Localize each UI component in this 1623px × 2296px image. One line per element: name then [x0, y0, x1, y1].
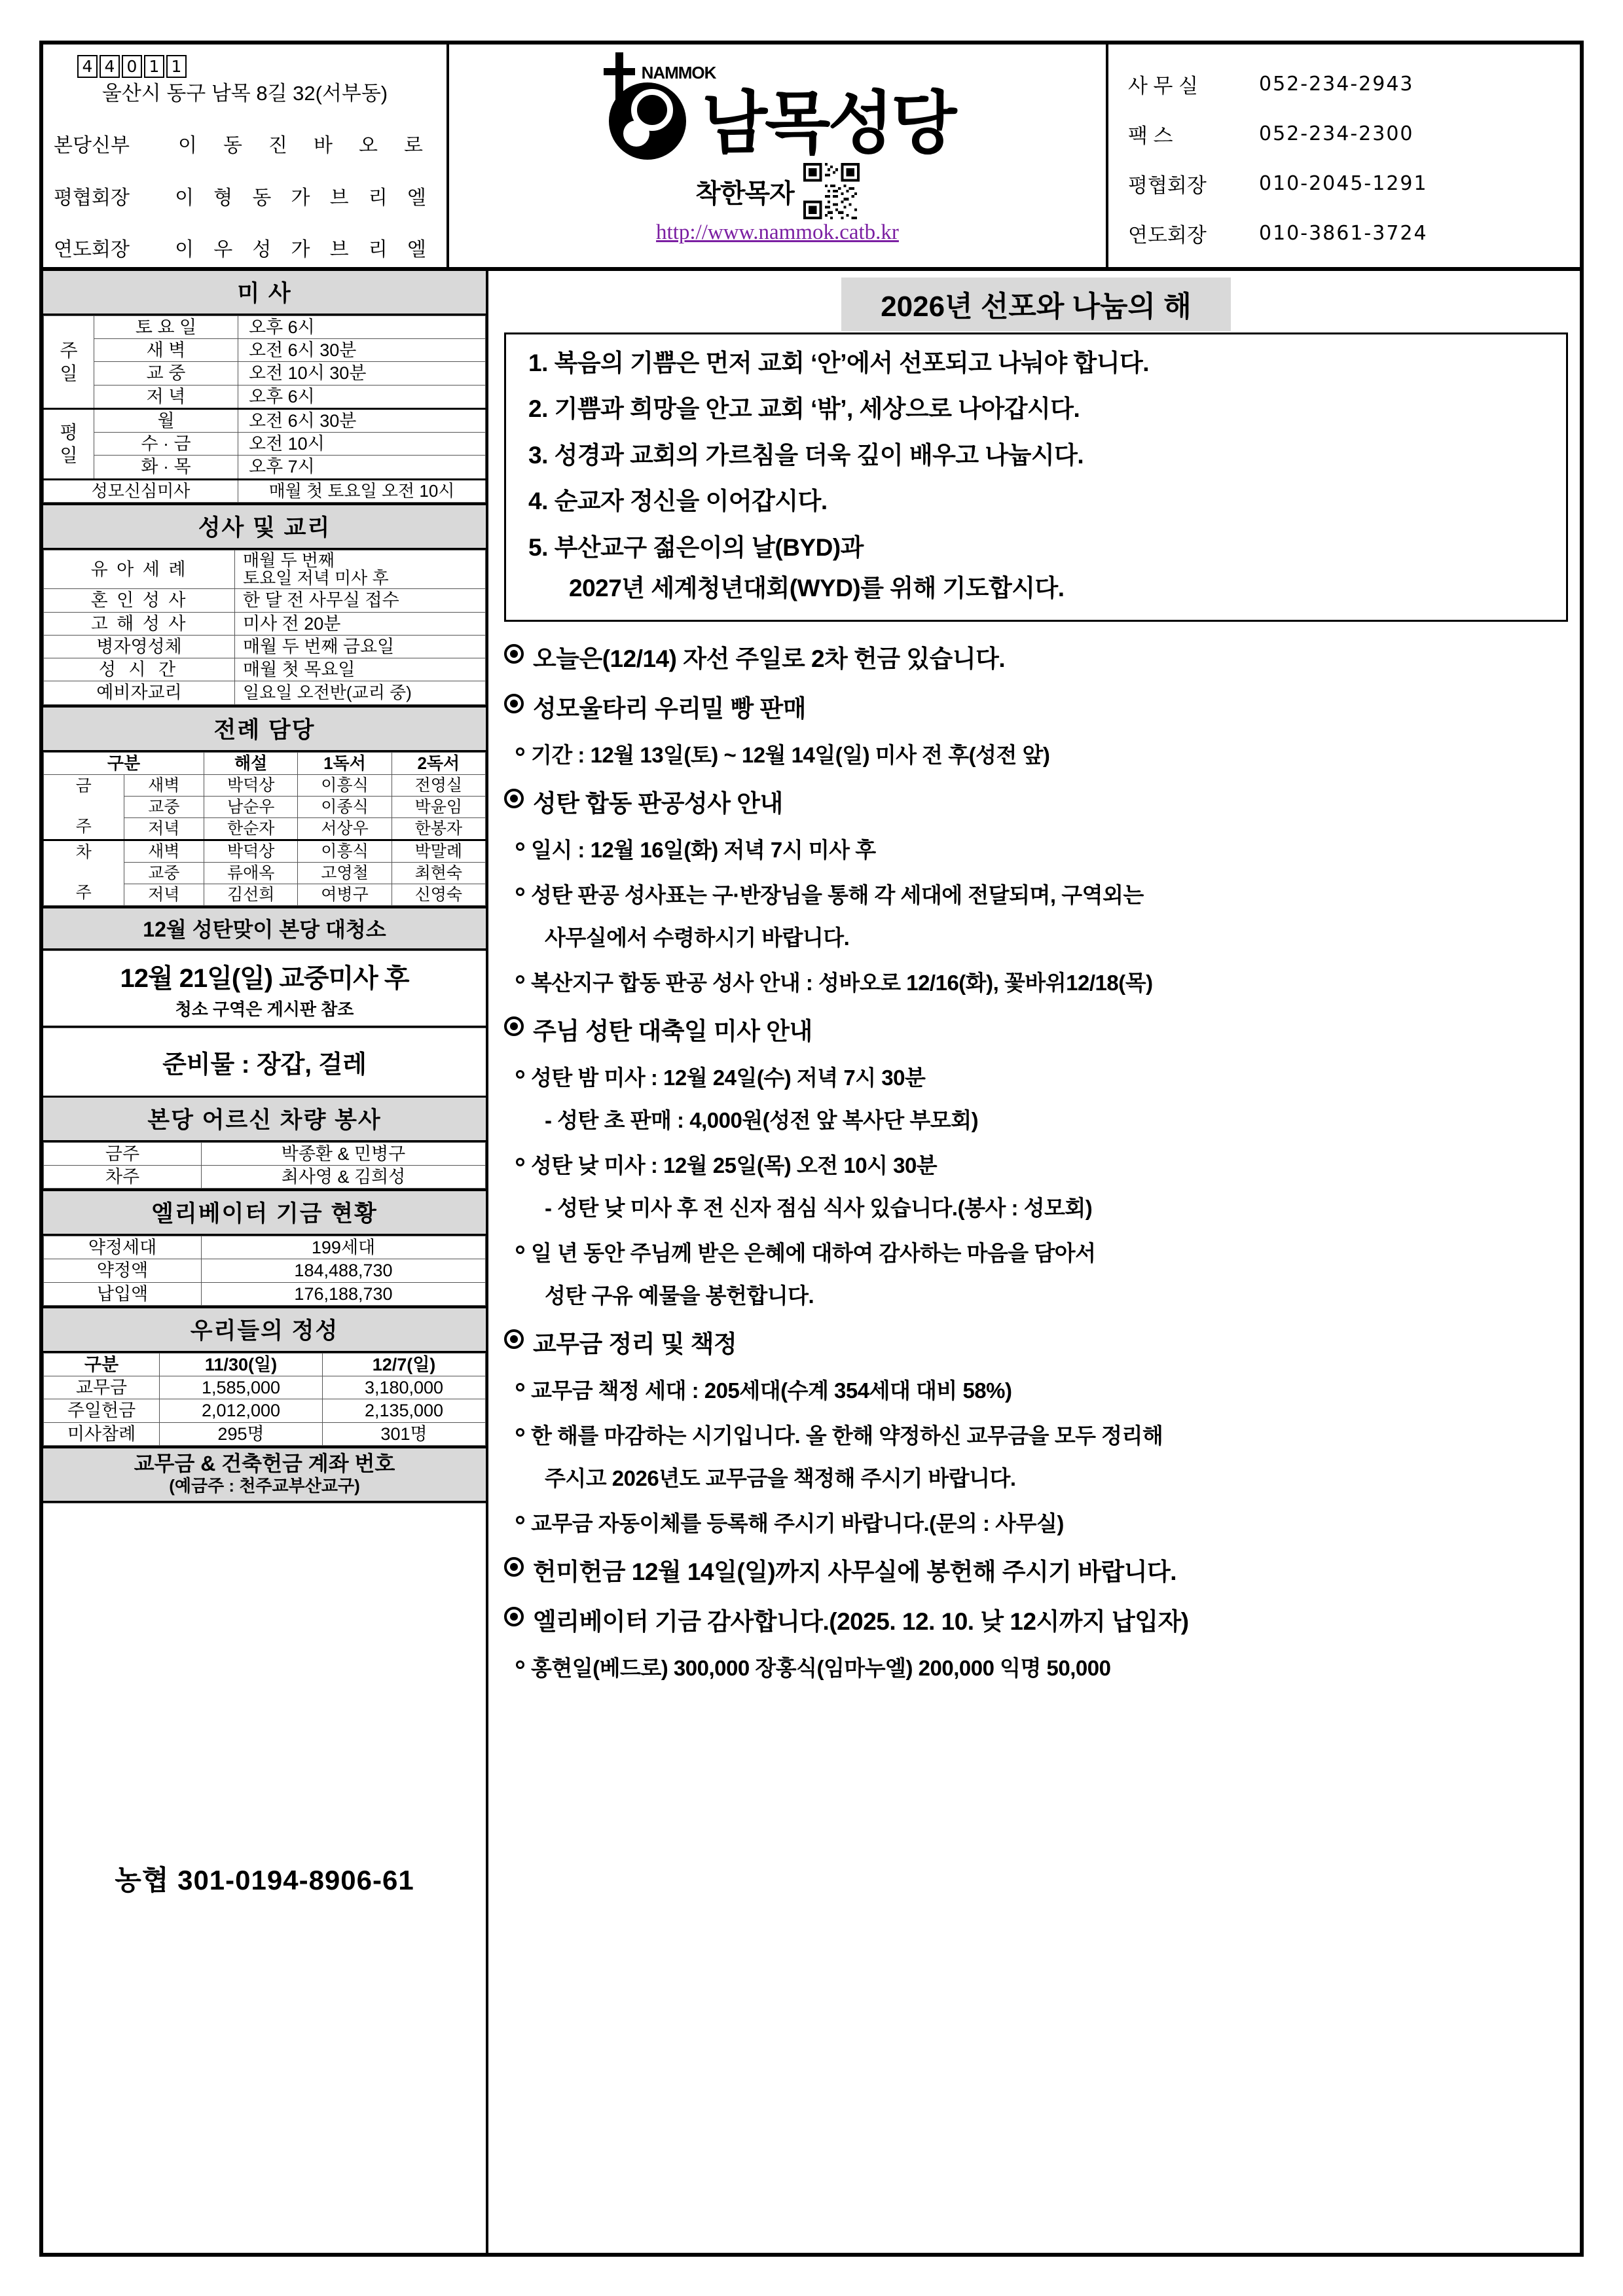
- hollow-circle-bullet-icon: [516, 888, 524, 896]
- mass-time: 오후 6시: [238, 316, 486, 339]
- notice-dash: - 성탄 낮 미사 후 전 신자 점심 식사 있습니다.(봉사 : 성모회): [545, 1196, 1093, 1221]
- liturgy-assignment-table: [43, 752, 486, 906]
- notice-text: 성탄 합동 판공성사 안내: [533, 790, 783, 817]
- offering-label: 교무금: [44, 1376, 160, 1399]
- notice-text: 헌미헌금 12월 14일(일)까지 사무실에 봉헌해 주시기 바랍니다.: [533, 1558, 1176, 1586]
- logo-mark-text: NAMMOK: [641, 63, 716, 82]
- mass-time: 오전 6시 30분: [238, 408, 486, 432]
- fund-value: 176,188,730: [202, 1282, 486, 1305]
- table-row: [44, 1142, 486, 1165]
- contact-row-fax: [1128, 119, 1568, 149]
- liturgy-name: 이흥식: [298, 774, 392, 796]
- liturgy-name: 박덕상: [204, 840, 298, 862]
- notice-head: [504, 689, 1568, 724]
- liturgy-name: 이흥식: [298, 840, 392, 862]
- parish-contacts-block: [1108, 45, 1580, 267]
- cleaning-date: 12월 21일(일) 교중미사 후: [120, 963, 409, 993]
- notice-sub: [504, 738, 1568, 769]
- notice-sub: [504, 1419, 1568, 1450]
- transport-service-table: [43, 1142, 486, 1189]
- mass-group-sunday: 주 일: [44, 316, 94, 409]
- special-mass-value: 매월 첫 토요일 오전 10시: [238, 479, 486, 502]
- notice-dash: - 성탄 초 판매 : 4,000원(성전 앞 복사단 부모회): [545, 1108, 979, 1133]
- mass-time: 오전 10시: [238, 433, 486, 456]
- liturgy-group-this-week: 금 주: [44, 774, 124, 840]
- notice-text: 일시 : 12월 16일(화) 저녁 7시 미사 후: [531, 838, 876, 863]
- contact-label: 사 무 실: [1128, 74, 1199, 98]
- notice-sub: [504, 878, 1568, 909]
- liturgy-name: 이종식: [298, 796, 392, 817]
- mass-when: 교 중: [94, 362, 238, 385]
- role-label: 평협회장: [54, 187, 130, 209]
- filled-circle-bullet-icon: [504, 1016, 524, 1036]
- liturgy-col-reading2: 2독서: [392, 752, 485, 774]
- section-title-cleaning: 12월 성탄맞이 본당 대청소: [43, 906, 486, 950]
- table-row: [44, 550, 486, 589]
- offering-col-division: 구분: [44, 1353, 160, 1376]
- logo-row: [601, 52, 955, 160]
- filled-circle-bullet-icon: [504, 789, 524, 808]
- section-title-liturgy: 전례 담당: [43, 705, 486, 752]
- sacrament-value: 한 달 전 사무실 접수: [235, 589, 486, 612]
- mass-time: 오후 7시: [238, 456, 486, 479]
- sacrament-label: 고 해 성 사: [44, 612, 235, 635]
- contact-label: 평협회장: [1128, 173, 1207, 197]
- table-row: [44, 339, 486, 362]
- notice-sub: [504, 966, 1568, 997]
- cleaning-schedule: [43, 950, 486, 1028]
- offering-label: 미사참례: [44, 1422, 160, 1445]
- liturgy-name: 박덕상: [204, 774, 298, 796]
- hollow-circle-bullet-icon: [516, 842, 524, 851]
- mass-time: 오전 6시 30분: [238, 339, 486, 362]
- church-logo-icon: [601, 52, 716, 160]
- role-label: 연도회장: [54, 238, 130, 260]
- liturgy-col-reading1: 1독서: [298, 752, 392, 774]
- offering-label: 주일헌금: [44, 1399, 160, 1422]
- table-row: [44, 774, 486, 796]
- transport-volunteers: 최사영 & 김희성: [202, 1165, 486, 1188]
- hollow-circle-bullet-icon: [516, 975, 524, 984]
- table-row: [44, 433, 486, 456]
- section-title-offerings: 우리들의 정성: [43, 1306, 486, 1353]
- notice-head: [504, 1552, 1568, 1587]
- fund-value: 184,488,730: [202, 1259, 486, 1282]
- table-row: [44, 1422, 486, 1445]
- section-title-account: [43, 1446, 486, 1503]
- liturgy-when: 새벽: [124, 840, 204, 862]
- hollow-circle-bullet-icon: [516, 1660, 524, 1669]
- mass-when: 화 · 목: [94, 456, 238, 479]
- table-row: [44, 840, 486, 862]
- notice-sub: [504, 833, 1568, 864]
- contact-number: 052-234-2300: [1259, 122, 1414, 145]
- sacrament-value: 일요일 오전반(교리 중): [235, 681, 486, 704]
- offering-value: 301명: [323, 1422, 486, 1445]
- liturgy-name: 여병구: [298, 884, 392, 905]
- mass-when: 월: [94, 408, 238, 432]
- notice-continuation: 사무실에서 수령하시기 바랍니다.: [545, 925, 850, 950]
- mass-time: 오전 10시 30분: [238, 362, 486, 385]
- postal-digit: 1: [166, 55, 187, 78]
- sacrament-value: 매월 두 번째 금요일: [235, 635, 486, 658]
- liturgy-when: 저녁: [124, 884, 204, 905]
- sacrament-value: 미사 전 20분: [235, 612, 486, 635]
- section-title-transport: 본당 어르신 차량 봉사: [43, 1098, 486, 1142]
- liturgy-name: 박말례: [392, 840, 485, 862]
- account-title: 교무금 & 건축헌금 계좌 번호: [134, 1451, 395, 1475]
- liturgy-when: 교중: [124, 796, 204, 817]
- notice-text: 일 년 동안 주님께 받은 은혜에 대하여 감사하는 마음을 담아서: [531, 1241, 1096, 1266]
- table-row: [44, 658, 486, 681]
- filled-circle-bullet-icon: [504, 694, 524, 713]
- proclamation-item: 3. 성경과 교회의 가르침을 더욱 깊이 배우고 나눕시다.: [528, 441, 1084, 469]
- fund-value: 199세대: [202, 1236, 486, 1259]
- notice-text: 오늘은(12/14) 자선 주일로 2차 헌금 있습니다.: [533, 645, 1006, 673]
- account-number: 농협 301-0194-8906-61: [115, 1864, 414, 1895]
- proclamation-item-5-line1: 5. 부산교구 젊은이의 날(BYD)과: [528, 533, 864, 561]
- notice-text: 엘리베이터 기금 감사합니다.(2025. 12. 10. 낮 12시까지 납입자): [533, 1608, 1189, 1636]
- sacrament-label: 병자영성체: [44, 635, 235, 658]
- table-row: [44, 1282, 486, 1305]
- liturgy-name: 류애옥: [204, 862, 298, 884]
- parish-website-link[interactable]: http://www.nammok.catb.kr: [656, 221, 899, 244]
- filled-circle-bullet-icon: [504, 644, 524, 664]
- offering-value: 3,180,000: [323, 1376, 486, 1399]
- offering-value: 1,585,000: [160, 1376, 323, 1399]
- notice-text: 복산지구 합동 판공 성사 안내 : 성바오로 12/16(화), 꽃바위12/18(목): [531, 971, 1153, 996]
- church-name: 남목성당: [701, 86, 955, 162]
- table-row: [44, 1259, 486, 1282]
- notice-text: 교무금 정리 및 책정: [533, 1331, 737, 1358]
- hollow-circle-bullet-icon: [516, 1158, 524, 1166]
- transport-volunteers: 박종환 & 민병구: [202, 1142, 486, 1165]
- table-row: [44, 612, 486, 635]
- offering-value: 2,135,000: [323, 1399, 486, 1422]
- hollow-circle-bullet-icon: [516, 1246, 524, 1254]
- proclamation-item-5: [528, 533, 1548, 603]
- sacrament-label: 성 시 간: [44, 658, 235, 681]
- table-header-row: [44, 752, 486, 774]
- elevator-fund-table: [43, 1236, 486, 1306]
- notice-continuation: 주시고 2026년도 교무금을 책정해 주시기 바랍니다.: [545, 1466, 1016, 1491]
- notice-text: 기간 : 12월 13일(토) ~ 12월 14일(일) 미사 전 후(성전 앞): [531, 743, 1050, 768]
- table-row: [44, 456, 486, 479]
- table-row: [44, 1236, 486, 1259]
- tagline-row: [695, 163, 860, 219]
- fund-label: 약정액: [44, 1259, 202, 1282]
- table-row: [44, 589, 486, 612]
- liturgy-col-division: 구분: [44, 752, 204, 774]
- liturgy-col-commentary: 해설: [204, 752, 298, 774]
- table-row: [44, 316, 486, 339]
- hollow-circle-bullet-icon: [516, 747, 524, 756]
- notice-text: 교무금 자동이체를 등록해 주시기 바랍니다.(문의 : 사무실): [531, 1511, 1064, 1536]
- sacraments-table: [43, 550, 486, 705]
- table-row: [44, 479, 486, 502]
- right-column: [488, 271, 1580, 2253]
- contact-label: 연도회장: [1128, 223, 1207, 247]
- sacrament-value: 매월 두 번째 토요일 저녁 미사 후: [235, 550, 486, 589]
- notice-head: [504, 1602, 1568, 1637]
- notice-text: 한 해를 마감하는 시기입니다. 올 한해 약정하신 교무금을 모두 정리해: [531, 1424, 1163, 1448]
- mass-when: 새 벽: [94, 339, 238, 362]
- postal-digit: 4: [77, 55, 98, 78]
- contact-row-council-head: [1128, 169, 1568, 198]
- church-tagline: 착한목자: [695, 179, 794, 208]
- table-row: [44, 408, 486, 432]
- offerings-table: [43, 1353, 486, 1446]
- notice-sub: [504, 1507, 1568, 1537]
- role-row-yeondo-head: [54, 233, 436, 262]
- sacrament-value: 매월 첫 목요일: [235, 658, 486, 681]
- offering-value: 2,012,000: [160, 1399, 323, 1422]
- hollow-circle-bullet-icon: [516, 1070, 524, 1079]
- notice-sub: [504, 1149, 1568, 1179]
- postal-digit: 4: [100, 55, 120, 78]
- liturgy-name: 김선희: [204, 884, 298, 905]
- mass-when: 토 요 일: [94, 316, 238, 339]
- cleaning-note: 청소 구역은 게시판 참조: [175, 999, 354, 1019]
- cleaning-supplies-box: [43, 1028, 486, 1098]
- liturgy-when: 새벽: [124, 774, 204, 796]
- account-holder: (예금주 : 천주교부산교구): [169, 1476, 360, 1496]
- notice-sub: [504, 1374, 1568, 1405]
- notice-continuation: 성탄 구유 예물을 봉헌합니다.: [545, 1283, 814, 1308]
- role-name: 이 형 동 가 브 리 엘: [175, 187, 426, 209]
- role-name: 이 동 진 바 오 로: [178, 135, 423, 157]
- notice-text: 성탄 밤 미사 : 12월 24일(수) 저녁 7시 30분: [531, 1066, 926, 1090]
- liturgy-name: 한순자: [204, 817, 298, 840]
- postal-digit: 1: [144, 55, 164, 78]
- liturgy-name: 한봉자: [392, 817, 485, 840]
- page-body: [43, 271, 1580, 2253]
- liturgy-name: 최현숙: [392, 862, 485, 884]
- parish-logo-block: [449, 45, 1108, 267]
- cleaning-supplies: 준비물 : 장갑, 걸레: [162, 1050, 367, 1079]
- notice-text: 주님 성탄 대축일 미사 안내: [533, 1018, 812, 1045]
- notice-text: 성모울타리 우리밀 빵 판매: [533, 695, 807, 723]
- contact-number: 010-2045-1291: [1259, 171, 1428, 195]
- mass-when: 저 녁: [94, 385, 238, 408]
- liturgy-group-next-week: 차 주: [44, 840, 124, 905]
- fund-label: 약정세대: [44, 1236, 202, 1259]
- contact-label: 팩 스: [1128, 124, 1173, 147]
- proclamation-item-5-line2: 2027년 세계청년대회(WYD)를 위해 기도합시다.: [569, 574, 1065, 601]
- filled-circle-bullet-icon: [504, 1557, 524, 1577]
- hollow-circle-bullet-icon: [516, 1516, 524, 1524]
- table-row: [44, 681, 486, 704]
- liturgy-when: 교중: [124, 862, 204, 884]
- table-row: [44, 1165, 486, 1188]
- table-row: [44, 385, 486, 408]
- transport-week-label: 차주: [44, 1165, 202, 1188]
- qr-code-icon: [803, 163, 860, 219]
- role-label: 본당신부: [54, 135, 130, 157]
- filled-circle-bullet-icon: [504, 1329, 524, 1349]
- proclamation-item: 2. 기쁨과 희망을 안고 교회 ‘밖’, 세상으로 나아갑시다.: [528, 395, 1080, 423]
- proclamation-banner: 2026년 선포와 나눔의 해: [841, 278, 1231, 331]
- left-column: [43, 271, 488, 2253]
- table-row: [44, 1376, 486, 1399]
- filled-circle-bullet-icon: [504, 1607, 524, 1626]
- contact-row-yeondo-head: [1128, 219, 1568, 248]
- liturgy-name: 전영실: [392, 774, 485, 796]
- account-number-box: [43, 1503, 486, 2253]
- section-title-mass: 미 사: [43, 271, 486, 315]
- role-row-pastor: [54, 129, 436, 158]
- mass-schedule-table: [43, 315, 486, 503]
- page-header: [43, 45, 1580, 271]
- notice-sub: [504, 1061, 1568, 1092]
- liturgy-name: 남순우: [204, 796, 298, 817]
- bulletin-sheet: [39, 41, 1584, 2257]
- section-title-elevator-fund: 엘리베이터 기금 현황: [43, 1189, 486, 1236]
- table-row: [44, 1399, 486, 1422]
- logo-eye-icon: [623, 120, 649, 147]
- notice-sub: [504, 1236, 1568, 1267]
- notice-text: 성탄 낮 미사 : 12월 25일(목) 오전 10시 30분: [531, 1153, 938, 1178]
- cross-bar-icon: [604, 68, 635, 75]
- mass-when: 수 · 금: [94, 433, 238, 456]
- offering-value: 295명: [160, 1422, 323, 1445]
- notice-sub: [504, 1651, 1568, 1682]
- logo-ring-icon: [609, 82, 686, 160]
- liturgy-name: 고영철: [298, 862, 392, 884]
- role-row-council-head: [54, 181, 436, 210]
- notice-text: 홍현일(베드로) 300,000 장홍식(임마누엘) 200,000 익명 50,000: [531, 1656, 1111, 1681]
- offering-col-date1: 11/30(일): [160, 1353, 323, 1376]
- table-header-row: [44, 1353, 486, 1376]
- parish-address-block: [43, 45, 449, 267]
- notice-text: 성탄 판공 성사표는 구·반장님을 통해 각 세대에 전달되며, 구역외는: [531, 883, 1144, 908]
- proclamation-item: 1. 복음의 기쁨은 먼저 교회 ‘안’에서 선포되고 나눠야 합니다.: [528, 350, 1149, 376]
- notices-list: [504, 639, 1568, 2249]
- contact-row-office: [1128, 69, 1568, 99]
- notice-head: [504, 1011, 1568, 1047]
- liturgy-name: 박윤임: [392, 796, 485, 817]
- sacrament-label: 예비자교리: [44, 681, 235, 704]
- hollow-circle-bullet-icon: [516, 1383, 524, 1391]
- sacrament-label: 혼 인 성 사: [44, 589, 235, 612]
- liturgy-name: 신영숙: [392, 884, 485, 905]
- parish-address: 울산시 동구 남목 8길 32(서부동): [101, 82, 388, 105]
- notice-head: [504, 783, 1568, 819]
- table-row: [44, 362, 486, 385]
- postal-digit: 0: [122, 55, 142, 78]
- table-row: [44, 635, 486, 658]
- notice-text: 교무금 책정 세대 : 205세대(수계 354세대 대비 58%): [531, 1378, 1012, 1403]
- offering-col-date2: 12/7(일): [323, 1353, 486, 1376]
- contact-number: 010-3861-3724: [1259, 221, 1428, 245]
- liturgy-name: 서상우: [298, 817, 392, 840]
- role-name: 이 우 성 가 브 리 엘: [175, 238, 426, 260]
- transport-week-label: 금주: [44, 1142, 202, 1165]
- postal-code: [77, 55, 436, 78]
- mass-time: 오후 6시: [238, 385, 486, 408]
- special-mass-label: 성모신심미사: [44, 479, 238, 502]
- mass-group-weekday: 평 일: [44, 408, 94, 479]
- fund-label: 납입액: [44, 1282, 202, 1305]
- notice-head: [504, 1324, 1568, 1359]
- sacrament-label: 유 아 세 례: [44, 550, 235, 589]
- liturgy-when: 저녁: [124, 817, 204, 840]
- proclamation-banner-wrap: [504, 278, 1568, 331]
- hollow-circle-bullet-icon: [516, 1428, 524, 1437]
- section-title-sacraments: 성사 및 교리: [43, 503, 486, 550]
- contact-number: 052-234-2943: [1259, 72, 1414, 96]
- notice-head: [504, 639, 1568, 674]
- proclamation-item: 4. 순교자 정신을 이어갑시다.: [528, 488, 828, 515]
- proclamation-box: [504, 332, 1568, 622]
